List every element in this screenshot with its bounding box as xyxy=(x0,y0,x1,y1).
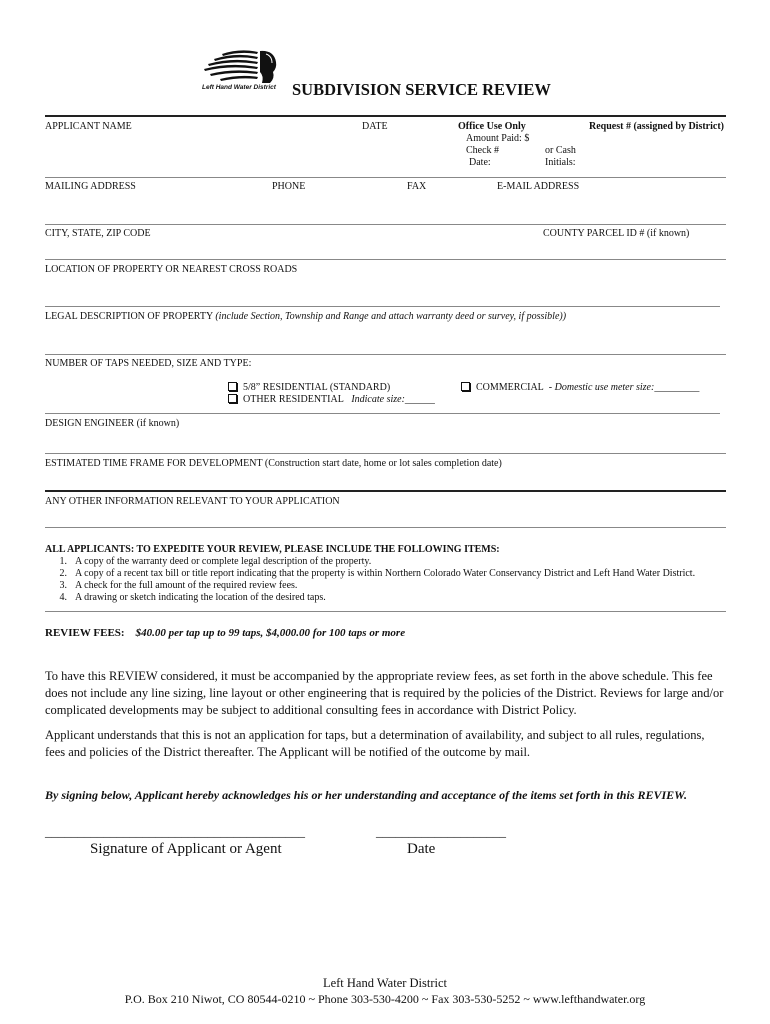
field-divider xyxy=(45,527,726,528)
list-item: 4. A drawing or sketch indicating the location of the desired taps. xyxy=(59,592,326,603)
review-fees-label: REVIEW FEES: xyxy=(45,627,125,639)
other-residential-checkbox[interactable] xyxy=(228,394,237,403)
review-fees xyxy=(45,627,405,639)
county-parcel-label: COUNTY PARCEL ID # (if known) xyxy=(543,228,690,239)
list-item: 3. A check for the full amount of the required review fees. xyxy=(59,580,298,591)
other-residential-label: OTHER RESIDENTIAL xyxy=(243,394,344,405)
commercial-checkbox[interactable] xyxy=(461,382,470,391)
field-divider xyxy=(45,453,726,454)
field-divider xyxy=(45,224,726,225)
feather-logo-icon xyxy=(200,48,286,86)
signature-date-label: Date xyxy=(407,841,436,857)
city-state-zip-label: CITY, STATE, ZIP CODE xyxy=(45,228,151,239)
office-use-heading: Office Use Only xyxy=(458,121,526,132)
other-info-label: ANY OTHER INFORMATION RELEVANT TO YOUR APPLICATION xyxy=(45,496,340,507)
residential-checkbox[interactable] xyxy=(228,382,237,391)
location-label: LOCATION OF PROPERTY OR NEAREST CROSS ROADS xyxy=(45,264,298,275)
field-divider xyxy=(45,354,726,355)
list-item: 2. A copy of a recent tax bill or title report indicating that the property is within Northern Colorado Water Conservancy District and Left Hand Water District. xyxy=(59,568,696,579)
date-line[interactable]: ____________________ xyxy=(376,824,506,839)
phone-label: PHONE xyxy=(272,181,306,192)
commercial-option[interactable] xyxy=(461,382,699,394)
title-divider xyxy=(45,115,726,117)
field-divider xyxy=(45,490,726,492)
footer-contact: P.O. Box 210 Niwot, CO 80544-0210 ~ Phone 303-530-4200 ~ Fax 303-530-5252 ~ www.lefthandwater.org xyxy=(124,992,646,1006)
residential-label: 5/8” RESIDENTIAL (STANDARD) xyxy=(243,382,391,393)
applicant-understands-paragraph: Applicant understands that this is not an application for taps, but a determination of availability, and subject to all rules, regulations, fees and policies of the District thereafter. The Applicant will be notified of the outcome by mail. xyxy=(45,728,705,759)
email-label: E-MAIL ADDRESS xyxy=(497,181,580,192)
field-divider xyxy=(45,306,720,307)
design-engineer-label: DESIGN ENGINEER (if known) xyxy=(45,418,180,429)
other-residential-option[interactable] xyxy=(228,394,435,406)
field-divider xyxy=(45,177,726,178)
time-frame-label: ESTIMATED TIME FRAME FOR DEVELOPMENT (Construction start date, home or lot sales completion date) xyxy=(45,458,502,469)
applicant-name-label: APPLICANT NAME xyxy=(45,121,132,132)
legal-description-label xyxy=(45,311,566,323)
field-divider xyxy=(45,413,720,414)
check-number-label: Check # xyxy=(466,145,500,156)
legal-description-text: LEGAL DESCRIPTION OF PROPERTY xyxy=(45,311,213,322)
district-logo xyxy=(200,48,286,96)
date-label: DATE xyxy=(362,121,388,132)
amount-paid-label: Amount Paid: $ xyxy=(466,133,530,144)
page-title: SUBDIVISION SERVICE REVIEW xyxy=(292,80,551,99)
request-number-label: Request # (assigned by District) xyxy=(589,121,724,132)
residential-option[interactable] xyxy=(228,382,390,394)
footer-district-name: Left Hand Water District xyxy=(322,976,448,990)
initials-label: Initials: xyxy=(545,157,576,168)
review-paragraph: To have this REVIEW considered, it must be accompanied by the appropriate review fees, as set forth in the above schedule. This fee does not include any line sizing, line layout or other engineering that is required by the policies of the District. Reviews for large and/or complicated developments may be subject to additional consulting fees in accordance with District Policy. xyxy=(45,669,724,717)
commercial-label: COMMERCIAL xyxy=(476,382,544,393)
signature-label: Signature of Applicant or Agent xyxy=(90,841,282,857)
legal-description-note: (include Section, Township and Range and attach warranty deed or survey, if possible)) xyxy=(215,311,567,322)
mailing-address-label: MAILING ADDRESS xyxy=(45,181,136,192)
other-residential-size-note: Indicate size:______ xyxy=(351,394,435,405)
field-divider xyxy=(45,259,726,260)
number-of-taps-label: NUMBER OF TAPS NEEDED, SIZE AND TYPE: xyxy=(45,358,252,369)
or-cash-label: or Cash xyxy=(545,145,576,156)
acknowledgement-text: By signing below, Applicant hereby acknowledges his or her understanding and acceptance of the items set forth in this REVIEW. xyxy=(45,788,687,802)
fax-label: FAX xyxy=(407,181,427,192)
commercial-meter-note: - Domestic use meter size:_________ xyxy=(548,382,700,393)
applicants-heading: ALL APPLICANTS: TO EXPEDITE YOUR REVIEW, PLEASE INCLUDE THE FOLLOWING ITEMS: xyxy=(45,544,500,555)
list-item: 1. A copy of the warranty deed or complete legal description of the property. xyxy=(59,556,372,567)
review-fees-text: $40.00 per tap up to 99 taps, $4,000.00 for 100 taps or more xyxy=(135,627,406,639)
office-date-label: Date: xyxy=(469,157,491,168)
logo-text: Left Hand Water District xyxy=(202,84,276,91)
signature-line[interactable]: ________________________________________ xyxy=(45,824,305,839)
field-divider xyxy=(45,611,726,612)
